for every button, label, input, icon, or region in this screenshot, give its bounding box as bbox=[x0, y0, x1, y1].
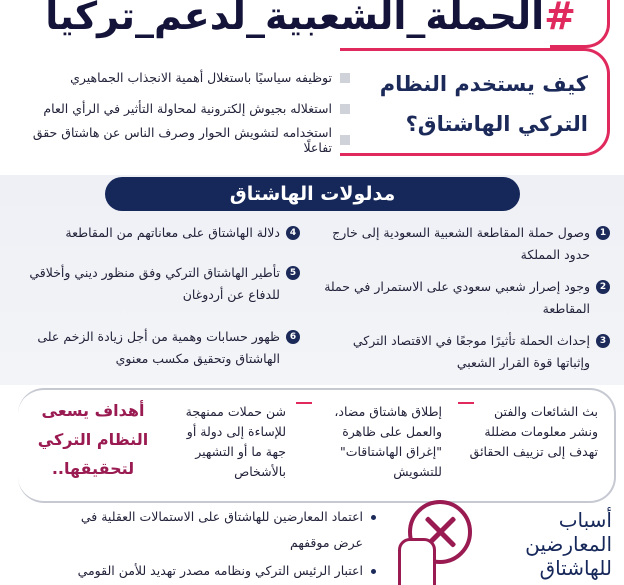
significance-item: 6 ظهور حسابات وهمية من أجل زيادة الزخم على الهاشتاق وتحقيق مكسب معنوي bbox=[20, 326, 300, 370]
number-badge: 1 bbox=[596, 226, 610, 240]
square-bullet-icon bbox=[340, 104, 350, 114]
goal-item: بث الشائعات والفتن ونشر معلومات مضللة تهدف إلى تزييف الحقائق bbox=[469, 404, 598, 459]
goal-separator bbox=[458, 402, 474, 404]
use-item: استخدامه لتشويش الحوار وصرف الناس عن هاشتاق حقق تفاعلًا bbox=[20, 124, 350, 155]
significance-item: 5 تأطير الهاشتاق التركي وفق منظور ديني وأخلاقي للدفاع عن أردوغان bbox=[20, 262, 300, 306]
reasons-title: أسباب المعارضين للهاشتاق bbox=[525, 508, 612, 580]
dot-bullet-icon bbox=[371, 569, 376, 574]
uses-list bbox=[20, 62, 350, 155]
significance-item: 1 وصول حملة المقاطعة الشعبية السعودية إلى خارج حدود المملكة bbox=[324, 222, 610, 266]
goal-item: إطلاق هاشتاق مضاد، والعمل على ظاهرة "إغراق الهاشتاقات" للتشويش bbox=[334, 404, 442, 479]
square-bullet-icon bbox=[340, 135, 350, 145]
number-badge: 6 bbox=[286, 330, 300, 344]
hashtag-title bbox=[45, 0, 576, 38]
significance-item: 2 وجود إصرار شعبي سعودي على الاستمرار في حملة المقاطعة bbox=[324, 276, 610, 320]
hand-icon bbox=[398, 538, 436, 585]
hashtag-text: الحملة_الشعبية_لدعم_تركيا bbox=[45, 0, 545, 38]
significance-item: 4 دلالة الهاشتاق على معاناتهم من المقاطعة bbox=[20, 222, 300, 244]
header-section bbox=[0, 0, 624, 175]
square-bullet-icon bbox=[340, 73, 350, 83]
goal-separator bbox=[296, 402, 312, 404]
reason-item: اعتبار الرئيس التركي ونظامه مصدر تهديد للأمن القومي bbox=[50, 558, 376, 584]
number-badge: 3 bbox=[596, 334, 610, 348]
number-badge: 5 bbox=[286, 266, 300, 280]
number-badge: 4 bbox=[286, 226, 300, 240]
significance-title: مدلولات الهاشتاق bbox=[105, 177, 520, 211]
use-item: استغلاله بجيوش إلكترونية لمحاولة التأثير في الرأي العام bbox=[20, 93, 350, 124]
hash-symbol: # bbox=[544, 0, 576, 38]
dot-bullet-icon bbox=[371, 515, 376, 520]
goals-title: أهداف يسعى النظام التركي لتحقيقها.. bbox=[37, 401, 149, 478]
significance-item: 3 إحداث الحملة تأثيرًا موجعًا في الاقتصاد التركي وإثباتها قوة القرار الشعبي bbox=[324, 330, 610, 374]
number-badge: 2 bbox=[596, 280, 610, 294]
use-item: توظيفه سياسيًا باستغلال أهمية الانجذاب الجماهيري bbox=[20, 62, 350, 93]
goal-item: شن حملات ممنهجة للإساءة إلى دولة أو جهة ما أو التشهير بالأشخاص bbox=[185, 404, 286, 479]
reason-item: اعتماد المعارضين للهاشتاق على الاستمالات العقلية في عرض موقفهم bbox=[50, 504, 376, 556]
question-heading: كيف يستخدم النظام التركي الهاشتاق؟ bbox=[379, 72, 588, 136]
